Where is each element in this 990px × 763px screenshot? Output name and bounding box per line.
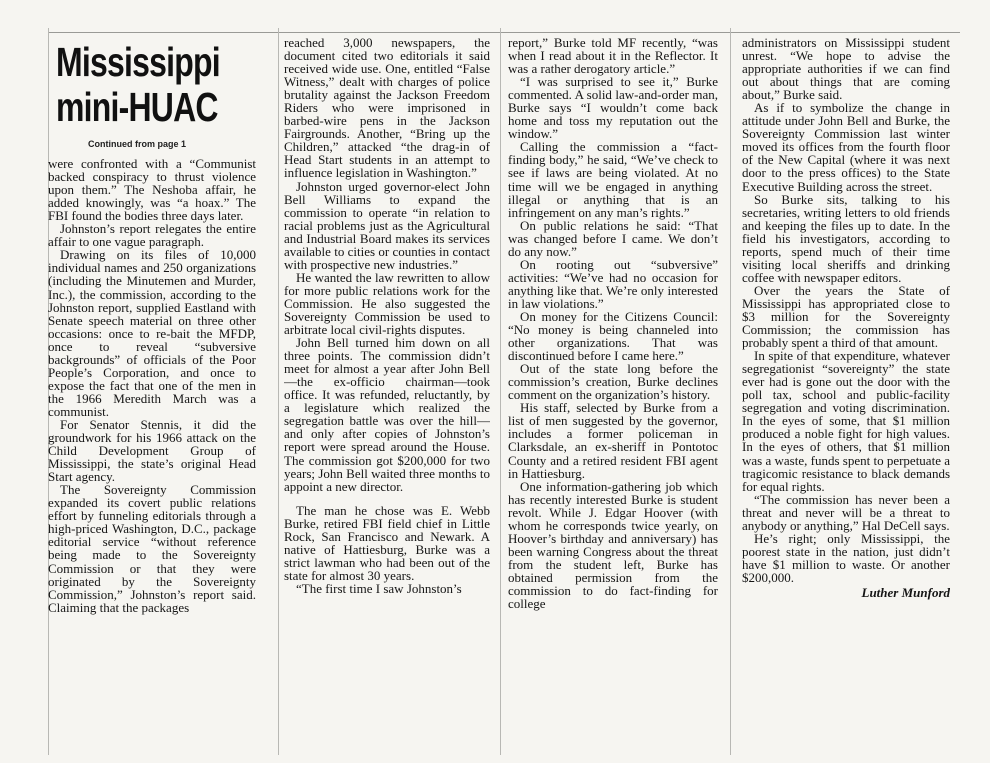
headline-line-2: mini-HUAC — [56, 84, 218, 130]
column-divider-2 — [500, 28, 501, 755]
paragraph: Calling the commission a “fact-finding body,” he said, “We’ve check to see if laws are being violated. At no time will we be engaged in anything illegal or anything that is an infringement on any man’s rights.” — [508, 139, 718, 220]
headline-line-1: Mississippi — [56, 39, 220, 85]
paragraph: His staff, selected by Burke from a list of men suggested by the governor, includes a former policeman in Clarksdale, an ex-sheriff in Pontotoc County and a retired resident FBI agent in Hattiesburg. — [508, 400, 718, 481]
paragraph: He wanted the law rewritten to allow for more public relations work for the Commission. He also suggested the Sovereignty Commission be used to arbitrate local civil-rights disputes. — [284, 269, 490, 338]
column-4 — [742, 36, 950, 706]
paragraph: Over the years the State of Mississippi has appropriated close to $3 million for the Sovereignty Commission; the commission has probably spent a third of that amount. — [742, 282, 950, 351]
paragraph: Drawing on its files of 10,000 individual names and 250 organizations (including the Minutemen and Murder, Inc.), the commission, according to the Johnston report, supplied Eastland with Senate speech material on three other occasions: once to re-bait the MFDP, once to reveal “subversive backgrounds” of officials of the Poor People’s Corporation, and once to expose the fact that one of the men in the 1966 Meredith March was a communist. — [48, 247, 256, 419]
column-1 — [48, 30, 256, 720]
paragraph: administrators on Mississippi student unrest. “We hope to advise the appropriate authorities if we can find out about things that are coming about,” Burke said. — [742, 36, 950, 103]
paragraph: The man he chose was E. Webb Burke, retired FBI field chief in Little Rock, San Francisco and Newark. A native of Hattiesburg, Burke was a strict lawman who had been out of the state for almost 30 years. — [284, 502, 490, 583]
continued-note: Continued from page 1 — [88, 139, 187, 149]
paragraph: Johnston’s report relegates the entire affair to one vague paragraph. — [48, 221, 256, 250]
paragraph: He’s right; only Mississippi, the poorest state in the nation, just didn’t have $1 million to waste. Or another $200,000. — [742, 530, 950, 585]
column-3 — [508, 36, 718, 701]
paragraph: “The first time I saw Johnston’s — [296, 580, 462, 596]
headline — [56, 40, 256, 130]
paragraph: Johnston urged governor-elect John Bell Williams to expand the commission to operate “in relation to racial problems just as the Agricultural and Industrial Board makes its services available to cities or counties in contact with prospective new industries.” — [284, 178, 490, 272]
paragraph: “The commission has never been a threat and never will be a threat to anybody or anything,” Hal DeCell says. — [742, 491, 950, 533]
column-2 — [284, 36, 490, 701]
paragraph: As if to symbolize the change in attitude under John Bell and Burke, the Sovereignty Commission last winter moved its offices from the fourth floor of the New Capital (where it was next door to the press offices) to the State Executive Building across the street. — [742, 100, 950, 194]
paragraph: reached 3,000 newspapers, the document cited two editorials it said received wide use. One, entitled “False Witness,” dealt with charges of police brutality against the Jackson Freedom Riders who were imprisoned in barbed-wire pens in the Jackson Fairgrounds. Another, “Bring up the Children,” attacked “the drag-in of Head Start students in an attempt to influence legislation in Washington.” — [284, 36, 490, 181]
paragraph: On public relations he said: “That was changed before I came. We don’t do any now.” — [508, 217, 718, 259]
paragraph: The Sovereignty Commission expanded its covert public relations effort by funneling editorials through a high-priced Washington, D.C., package editorial service “without reference being made to the Sovereignty Commission or that they were originated by the Sovereignty Commission,” Johnston’s report said. Claiming that the packages — [48, 482, 256, 615]
paragraph: Out of the state long before the commission’s creation, Burke declines comment on the organization’s history. — [508, 361, 718, 403]
paragraph: On rooting out “subversive” activities: “We’ve had no occasion for anything like that. We’re only interested in law violations.” — [508, 256, 718, 311]
paragraph: So Burke sits, talking to his secretaries, writing letters to old friends and keeping the files up to date. In the field his investigators, according to reports, spend much of their time visiting local sheriffs and drinking coffee with newspaper editors. — [742, 191, 950, 285]
paragraph: John Bell turned him down on all three points. The commission didn’t meet for almost a year after John Bell—the ex-officio chairman—took office. It was refunded, reluctantly, by a legislature which realized the segregation battle was over the hill—and only after copies of Johnston’s report were spread around the House. The commission got $200,000 for two years; John Bell waited three months to appoint a new director. — [284, 335, 490, 494]
paragraph: report,” Burke told MF recently, “was when I read about it in the Reflector. It was a rather derogatory article.” — [508, 36, 718, 77]
paragraph: For Senator Stennis, it did the groundwork for his 1966 attack on the Child Development Group of Mississippi, the state’s original Head Start agency. — [48, 416, 256, 485]
paragraph: “I was surprised to see it,” Burke commented. A solid law-and-order man, Burke says “I wouldn’t come back home and toss my reputation out the window.” — [508, 74, 718, 142]
column-divider-1 — [278, 28, 279, 755]
paragraph: On money for the Citizens Council: “No money is being channeled into other organizations. That was discontinued before I came here.” — [508, 308, 718, 364]
paragraph: In spite of that expenditure, whatever segregationist “sovereignty” the state ever had is gone out the door with the poll tax, school and public-facility segregation and voting discrimination. In the eyes of some, that $1 million produced a noble fight for high values. In the eyes of others, that $1 million was a waste, funds spent to perpetuate a tragicomic resistance to black demands for equal rights. — [742, 348, 950, 494]
column-divider-3 — [730, 28, 731, 755]
paragraph: were confronted with a “Communist backed conspiracy to thrust violence upon them.” The Neshoba affair, he added knowingly, was “a hoax.” The FBI found the bodies three days later. — [48, 156, 256, 224]
paragraph: One information-gathering job which has recently interested Burke is student revolt. While J. Edgar Hoover (with whom he corresponds twice yearly, on Hoover’s birthday and anniversary) has been warning Congress about the threat from the student left, Burke has obtained permission from the commission to do fact-finding for college — [508, 478, 718, 612]
byline: Luther Munford — [861, 584, 950, 600]
